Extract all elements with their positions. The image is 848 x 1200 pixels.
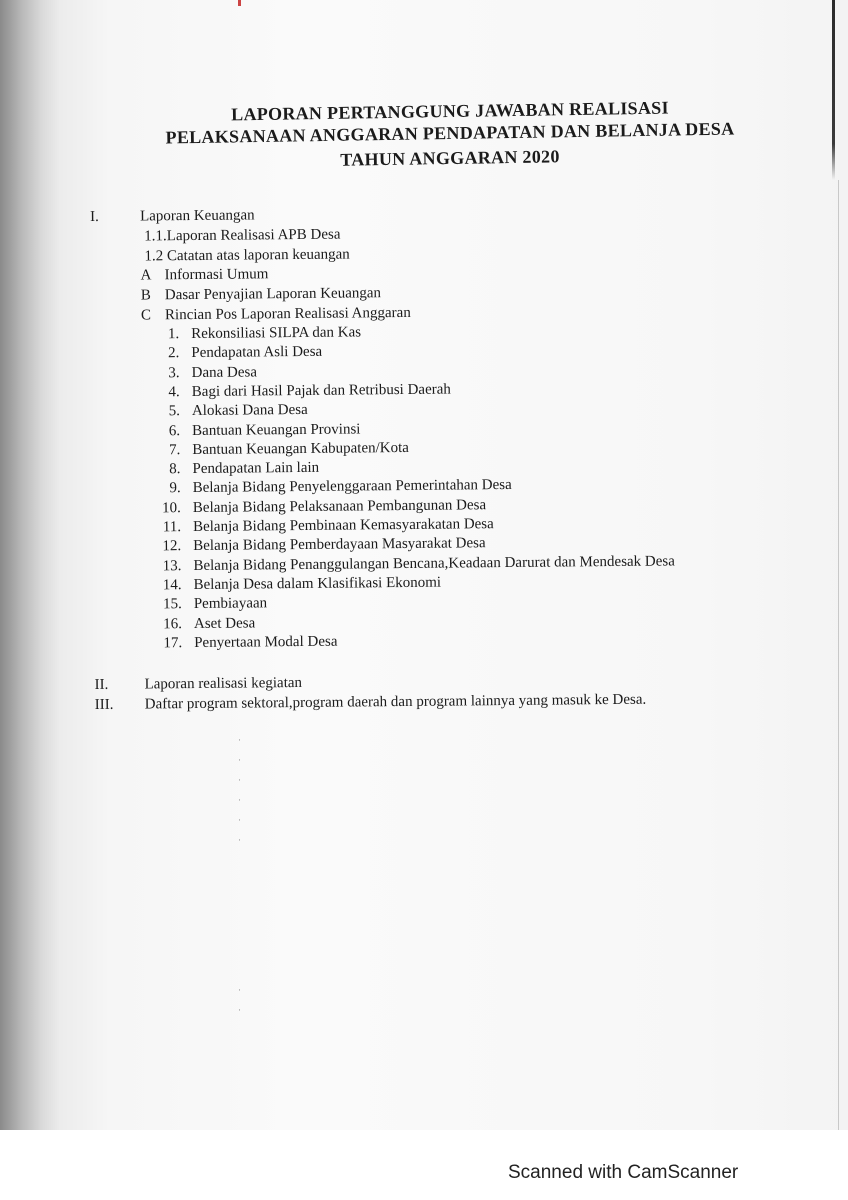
list-item-number: 1. <box>167 326 180 343</box>
point-c-letter: C <box>140 307 152 324</box>
list-item-number: 3. <box>168 364 180 381</box>
list-item-number: 5. <box>168 403 181 420</box>
list-item-label: Dana Desa <box>191 363 258 381</box>
list-item-label: Penyertaan Modal Desa <box>194 633 338 651</box>
list-item-label: Alokasi Dana Desa <box>191 402 308 420</box>
list-item-label: Bagi dari Hasil Pajak dan Retribusi Daerah <box>191 381 451 400</box>
list-item-number: 9. <box>169 480 181 497</box>
section-2-number: II. <box>94 676 109 693</box>
list-item-label: Belanja Bidang Pemberdayaan Masyarakat Desa <box>193 535 486 555</box>
list-item-label: Bantuan Keuangan Kabupaten/Kota <box>192 439 409 458</box>
point-c-label: Rincian Pos Laporan Realisasi Anggaran <box>164 304 411 324</box>
section-2-label: Laporan realisasi kegiatan <box>144 674 303 693</box>
list-item-number: 4. <box>168 384 180 401</box>
point-a <box>140 266 269 284</box>
list-item-number: 8. <box>169 461 181 478</box>
list-item-number: 11. <box>162 519 182 536</box>
list-item-number: 17. <box>163 634 183 652</box>
point-a-label: Informasi Umum <box>164 266 269 284</box>
title-line-3: TAHUN ANGGARAN 2020 <box>340 146 560 170</box>
scan-noise: · · <box>238 985 241 1015</box>
list-item-number: 14. <box>162 577 182 594</box>
list-item-label: Belanja Bidang Pelaksanaan Pembangunan Desa <box>192 496 487 516</box>
list-item-label: Pembiayaan <box>193 595 268 613</box>
list-item-number: 10. <box>162 499 181 517</box>
list-item-label: Rekonsiliasi SILPA dan Kas <box>191 324 362 343</box>
point-b-label: Dasar Penyajian Laporan Keuangan <box>164 285 382 304</box>
camscanner-watermark: Scanned with CamScanner <box>508 1162 739 1183</box>
list-item-label: Pendapatan Lain lain <box>192 459 320 478</box>
list-item-label: Aset Desa <box>193 614 256 632</box>
scan-noise: · · · · · · <box>238 735 241 845</box>
list-item-label: Pendapatan Asli Desa <box>191 344 323 362</box>
list-item-label: Belanja Bidang Penyelenggaraan Pemerintahan Desa <box>192 477 512 497</box>
list-item-number: 15. <box>162 596 182 613</box>
list-item-number: 16. <box>163 615 183 632</box>
list-item-label: Belanja Desa dalam Klasifikasi Ekonomi <box>193 574 442 593</box>
title-line-1: LAPORAN PERTANGGUNG JAWABAN REALISASI <box>231 97 669 125</box>
subsection-1-2: 1.2 Catatan atas laporan keuangan <box>144 246 350 265</box>
list-item-number: 12. <box>162 538 182 555</box>
list-item-number: 7. <box>168 441 181 459</box>
section-1-number: I. <box>89 208 99 225</box>
list-item-label: Bantuan Keuangan Provinsi <box>192 420 361 439</box>
subsection-1-1: 1.1.Laporan Realisasi APB Desa <box>144 226 341 245</box>
list-item-label: Belanja Bidang Pembinaan Kemasyarakatan Desa <box>192 516 494 536</box>
point-b-letter: B <box>140 287 151 304</box>
list-item-number: 2. <box>168 345 180 362</box>
section-1-label: Laporan Keuangan <box>139 207 255 225</box>
title-line-2: PELAKSANAAN ANGGARAN PENDAPATAN DAN BELANJA DESA <box>165 118 735 148</box>
point-b <box>140 285 382 304</box>
section-3-number: III. <box>94 696 114 713</box>
list-item-number: 6. <box>168 422 181 439</box>
point-c <box>140 304 411 324</box>
list-item-number: 13. <box>162 557 182 574</box>
point-a-letter: A <box>140 267 152 284</box>
section-3-label: Daftar program sektoral,program daerah dan program lainnya yang masuk ke Desa. <box>144 691 647 713</box>
list-item-label: Belanja Bidang Penanggulangan Bencana,Keadaan Darurat dan Mendesak Desa <box>193 552 675 574</box>
